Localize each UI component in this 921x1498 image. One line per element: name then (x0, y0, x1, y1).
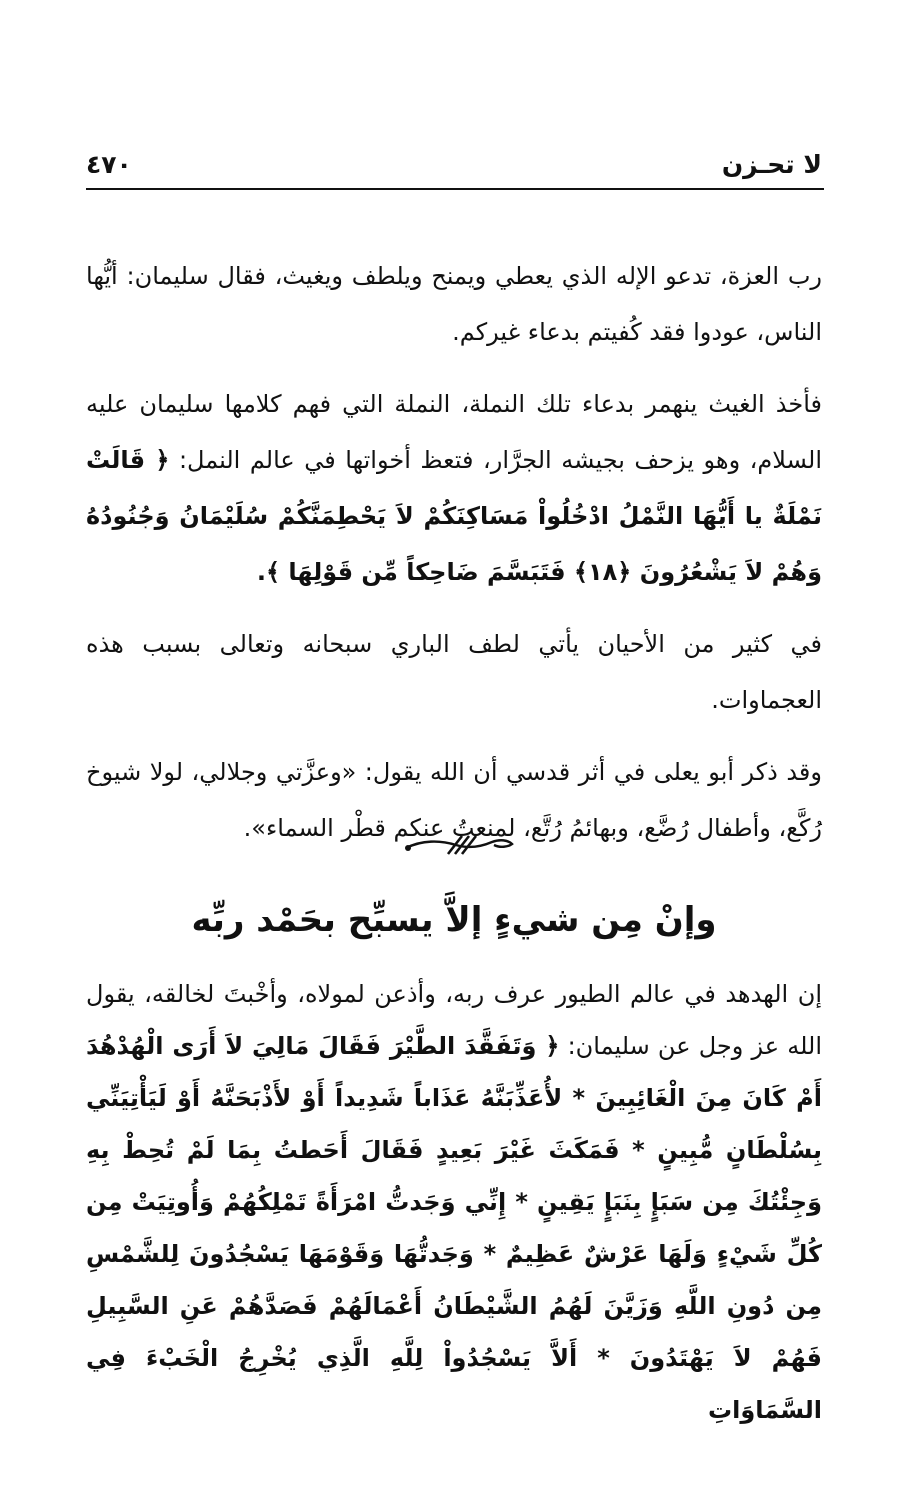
header-title: لا تحـزن (721, 150, 822, 179)
decorative-flourish-icon (400, 832, 518, 858)
paragraph-5-text: إن الهدهد في عالم الطيور عرف ربه، وأذعن لمولاه، وأخْبتَ لخالقه، يقول الله عز وجل عن سليمان: (86, 980, 822, 1060)
paragraph-2-text: فأخذ الغيث ينهمر بدعاء تلك النملة، النملة التي فهم كلامها سليمان عليه السلام، وهو يزحف بجيشه الجرَّار، فتعظ أخواتها في عالم النمل: (86, 390, 823, 474)
running-header (86, 148, 822, 182)
paragraph-1-text: رب العزة، تدعو الإله الذي يعطي ويمنح ويلطف ويغيث، فقال سليمان: أيُّها الناس، عودوا فقد كُفيتم بدعاء غيركم. (86, 262, 822, 346)
quran-verse-hoopoe: ﴿ وَتَفَقَّدَ الطَّيْرَ فَقَالَ مَالِيَ لاَ أَرَى الْهُدْهُدَ أَمْ كَانَ مِنَ الْغَائِبِينَ * لأُعَذِّبَنَّهُ عَذَاباً شَدِيداً أَوْ لأَذْبَحَنَّهُ أَوْ لَيَأْتِيَنِّي بِسُلْطَانٍ مُّبِينٍ * فَمَكَثَ غَيْرَ بَعِيدٍ فَقَالَ أَحَطتُ بِمَا لَمْ تُحِطْ بِهِ وَجِئْتُكَ مِن سَبَإٍ بِنَبَإٍ يَقِينٍ * إِنِّي وَجَدتُّ امْرَأَةً تَمْلِكُهُمْ وَأُوتِيَتْ مِن كُلِّ شَيْءٍ وَلَهَا عَرْشٌ عَظِيمٌ * وَجَدتُّهَا وَقَوْمَهَا يَسْجُدُونَ لِلشَّمْسِ مِن دُونِ اللَّهِ وَزَيَّنَ لَهُمُ الشَّيْطَانُ أَعْمَالَهُمْ فَصَدَّهُمْ عَنِ السَّبِيلِ فَهُمْ لاَ يَهْتَدُونَ * أَلاَّ يَسْجُدُواْ لِلَّهِ الَّذِي يُخْرِجُ الْخَبْءَ فِي السَّمَاوَاتِ (86, 1032, 822, 1424)
header-rule (86, 188, 824, 190)
paragraph-3 (86, 616, 822, 728)
paragraph-4-text: وقد ذكر أبو يعلى في أثر قدسي أن الله يقول: «وعزَّتي وجلالي، لولا شيوخ رُكَّع، وأطفال رُضَّع، وبهائمُ رُتَّع، لمنعتُ عنكم قطْر السماء». (86, 758, 822, 842)
page-number: ٤٧٠ (86, 150, 132, 179)
section-title: وإنْ مِن شيءٍ إلاَّ يسبِّح بحَمْد ربِّه (191, 900, 717, 940)
paragraph-2 (86, 376, 822, 600)
body-text (86, 248, 822, 872)
paragraph-5 (86, 968, 822, 1436)
quran-verse-ant: ﴿ قَالَتْ نَمْلَةٌ يا أَيُّهَا النَّمْلُ ادْخُلُواْ مَسَاكِنَكُمْ لاَ يَحْطِمَنَّكُمْ سُلَيْمَانُ وَجُنُودُهُ وَهُمْ لاَ يَشْعُرُونَ ﴿١٨﴾ فَتَبَسَّمَ ضَاحِكاً مِّن قَوْلِهَا ﴾. (86, 446, 822, 586)
paragraph-1 (86, 248, 822, 360)
section-body-text (86, 968, 822, 1452)
paragraph-3-text: في كثير من الأحيان يأتي لطف الباري سبحانه وتعالى بسبب هذه العجماوات. (86, 630, 822, 714)
